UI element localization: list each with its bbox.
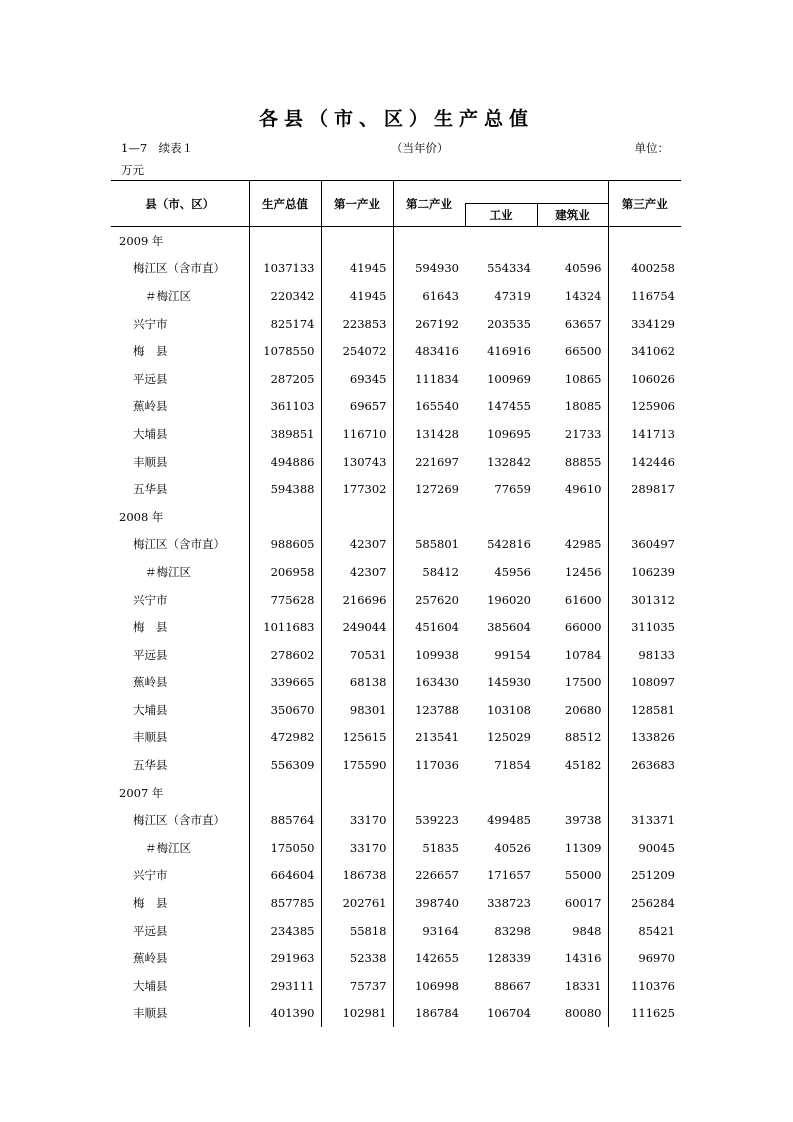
gdp-value: 1037133 [249, 255, 321, 283]
gdp-value: 594388 [249, 475, 321, 503]
table-row [111, 696, 681, 724]
gdp-value: 175050 [249, 834, 321, 862]
region-name: 兴宁市 [133, 868, 168, 883]
secondary-value: 117036 [393, 751, 465, 779]
empty-cell [321, 227, 393, 255]
construction-value: 18331 [564, 978, 602, 993]
header-secondary: 第二产业 [393, 181, 465, 227]
primary-value: 223853 [321, 310, 393, 338]
tertiary-value: 106026 [608, 365, 681, 393]
tertiary-value: 289817 [608, 475, 681, 503]
gdp-value: 350670 [249, 696, 321, 724]
industry-value: 71854 [494, 758, 531, 773]
tertiary-value: 141713 [608, 420, 681, 448]
unit-label: 单位： [634, 141, 669, 155]
secondary-value: 123788 [393, 696, 465, 724]
secondary-value: 221697 [393, 448, 465, 476]
tertiary-value: 360497 [608, 531, 681, 559]
secondary-value: 539223 [393, 806, 465, 834]
primary-value: 186738 [321, 862, 393, 890]
tertiary-value: 301312 [608, 586, 681, 614]
gdp-table [111, 180, 681, 1027]
construction-value: 88855 [564, 454, 602, 469]
table-row [111, 448, 681, 476]
year-row [111, 779, 681, 807]
industry-value: 542816 [487, 537, 531, 552]
primary-value: 177302 [321, 475, 393, 503]
secondary-value: 226657 [393, 862, 465, 890]
primary-value: 202761 [321, 889, 393, 917]
gdp-value: 401390 [249, 1000, 321, 1028]
table-row [111, 613, 681, 641]
gdp-value: 775628 [249, 586, 321, 614]
region-name: 梅 县 [133, 344, 168, 359]
industry-value: 147455 [487, 399, 531, 414]
tertiary-value: 110376 [608, 972, 681, 1000]
construction-value: 17500 [564, 675, 602, 690]
gdp-value: 389851 [249, 420, 321, 448]
construction-value: 14316 [564, 951, 602, 966]
primary-value: 42307 [321, 558, 393, 586]
industry-value: 385604 [487, 620, 531, 635]
year-row [111, 503, 681, 531]
construction-value: 10784 [564, 647, 602, 662]
region-name: 大埔县 [133, 426, 168, 441]
gdp-value: 885764 [249, 806, 321, 834]
region-name: 兴宁市 [133, 316, 168, 331]
secondary-value: 483416 [393, 337, 465, 365]
tertiary-value: 334129 [608, 310, 681, 338]
gdp-value: 287205 [249, 365, 321, 393]
tertiary-value: 256284 [608, 889, 681, 917]
secondary-value: 267192 [393, 310, 465, 338]
primary-value: 98301 [321, 696, 393, 724]
industry-value: 103108 [487, 702, 531, 717]
region-name: 梅 县 [133, 896, 168, 911]
gdp-value: 220342 [249, 282, 321, 310]
primary-value: 33170 [321, 806, 393, 834]
tertiary-value: 111625 [608, 1000, 681, 1028]
tertiary-value: 400258 [608, 255, 681, 283]
secondary-value: 585801 [393, 531, 465, 559]
primary-value: 41945 [321, 255, 393, 283]
primary-value: 52338 [321, 944, 393, 972]
tertiary-value: 90045 [608, 834, 681, 862]
construction-value: 42985 [564, 537, 602, 552]
empty-cell [537, 503, 608, 531]
table-row [111, 365, 681, 393]
primary-value: 130743 [321, 448, 393, 476]
construction-value: 88512 [564, 730, 602, 745]
primary-value: 75737 [321, 972, 393, 1000]
gdp-value: 339665 [249, 669, 321, 697]
table-row [111, 751, 681, 779]
primary-value: 254072 [321, 337, 393, 365]
secondary-value: 111834 [393, 365, 465, 393]
industry-value: 499485 [487, 813, 531, 828]
table-row [111, 917, 681, 945]
tertiary-value: 98133 [608, 641, 681, 669]
tertiary-value: 142446 [608, 448, 681, 476]
table-header [111, 181, 681, 227]
table-row [111, 586, 681, 614]
empty-cell [537, 779, 608, 807]
primary-value: 125615 [321, 724, 393, 752]
table-row [111, 972, 681, 1000]
primary-value: 41945 [321, 282, 393, 310]
industry-value: 203535 [487, 316, 531, 331]
industry-value: 99154 [494, 647, 531, 662]
region-name: 梅江区（含市直） [133, 537, 225, 552]
secondary-value: 131428 [393, 420, 465, 448]
industry-value: 40526 [494, 840, 531, 855]
table-row [111, 889, 681, 917]
empty-cell [393, 227, 465, 255]
primary-value: 69657 [321, 393, 393, 421]
table-row [111, 806, 681, 834]
gdp-value: 234385 [249, 917, 321, 945]
tertiary-value: 96970 [608, 944, 681, 972]
secondary-value: 594930 [393, 255, 465, 283]
gdp-value: 291963 [249, 944, 321, 972]
tertiary-value: 125906 [608, 393, 681, 421]
industry-value: 45956 [494, 564, 531, 579]
region-name: 丰顺县 [133, 730, 168, 745]
empty-cell [393, 503, 465, 531]
secondary-value: 398740 [393, 889, 465, 917]
year-label: 2008 年 [119, 509, 164, 524]
table-number: 1—7 续表１ [121, 141, 194, 155]
page-title: 各县（市、区）生产总值 [258, 108, 534, 130]
table-row [111, 862, 681, 890]
empty-cell [465, 779, 537, 807]
primary-value: 102981 [321, 1000, 393, 1028]
secondary-value: 58412 [393, 558, 465, 586]
construction-value: 66500 [564, 344, 602, 359]
region-name: 五华县 [133, 758, 168, 773]
construction-value: 20680 [564, 702, 602, 717]
table-row [111, 834, 681, 862]
secondary-value: 109938 [393, 641, 465, 669]
table-row [111, 310, 681, 338]
table-row [111, 255, 681, 283]
region-name: 梅江区（含市直） [133, 813, 225, 828]
industry-value: 171657 [487, 868, 531, 883]
construction-value: 45182 [564, 758, 602, 773]
secondary-value: 163430 [393, 669, 465, 697]
year-label: 2007 年 [119, 785, 164, 800]
construction-value: 63657 [564, 316, 602, 331]
industry-value: 100969 [487, 371, 531, 386]
region-name: 兴宁市 [133, 592, 168, 607]
header-region: 县（市、区） [111, 181, 249, 227]
gdp-value: 278602 [249, 641, 321, 669]
tertiary-value: 85421 [608, 917, 681, 945]
table-row [111, 669, 681, 697]
industry-value: 109695 [487, 426, 531, 441]
empty-cell [249, 779, 321, 807]
industry-value: 88667 [494, 978, 531, 993]
table-row [111, 420, 681, 448]
gdp-value: 1078550 [249, 337, 321, 365]
table-row [111, 944, 681, 972]
secondary-value: 61643 [393, 282, 465, 310]
primary-value: 55818 [321, 917, 393, 945]
region-name: 五华县 [133, 482, 168, 497]
tertiary-value: 128581 [608, 696, 681, 724]
secondary-value: 51835 [393, 834, 465, 862]
primary-value: 249044 [321, 613, 393, 641]
gdp-value: 556309 [249, 751, 321, 779]
construction-value: 9848 [572, 923, 602, 938]
primary-value: 70531 [321, 641, 393, 669]
year-label: 2009 年 [119, 233, 164, 248]
gdp-value: 472982 [249, 724, 321, 752]
industry-value: 77659 [494, 482, 531, 497]
primary-value: 175590 [321, 751, 393, 779]
empty-cell [465, 503, 537, 531]
gdp-value: 857785 [249, 889, 321, 917]
industry-value: 83298 [494, 923, 531, 938]
construction-value: 39738 [564, 813, 602, 828]
gdp-value: 361103 [249, 393, 321, 421]
industry-value: 338723 [487, 896, 531, 911]
empty-cell [608, 503, 681, 531]
header-secondary-blank-2 [537, 181, 608, 204]
primary-value: 69345 [321, 365, 393, 393]
construction-value: 10865 [564, 371, 602, 386]
industry-value: 132842 [487, 454, 531, 469]
unit-value: 万元 [121, 163, 144, 177]
construction-value: 40596 [564, 261, 602, 276]
construction-value: 14324 [564, 288, 602, 303]
empty-cell [608, 227, 681, 255]
empty-cell [249, 227, 321, 255]
secondary-value: 257620 [393, 586, 465, 614]
header-primary: 第一产业 [321, 181, 393, 227]
primary-value: 42307 [321, 531, 393, 559]
region-name: 蕉岭县 [133, 951, 168, 966]
tertiary-value: 313371 [608, 806, 681, 834]
empty-cell [537, 227, 608, 255]
empty-cell [393, 779, 465, 807]
tertiary-value: 341062 [608, 337, 681, 365]
gdp-value: 664604 [249, 862, 321, 890]
region-name: 平远县 [133, 371, 168, 386]
industry-value: 145930 [487, 675, 531, 690]
industry-value: 125029 [487, 730, 531, 745]
region-name: 蕉岭县 [133, 399, 168, 414]
table-row [111, 724, 681, 752]
secondary-value: 93164 [393, 917, 465, 945]
primary-value: 33170 [321, 834, 393, 862]
industry-value: 106704 [487, 1006, 531, 1021]
tertiary-value: 133826 [608, 724, 681, 752]
industry-value: 196020 [487, 592, 531, 607]
secondary-value: 142655 [393, 944, 465, 972]
tertiary-value: 311035 [608, 613, 681, 641]
construction-value: 66000 [564, 620, 602, 635]
region-name: ＃梅江区 [145, 840, 191, 855]
primary-value: 216696 [321, 586, 393, 614]
table-row [111, 1000, 681, 1028]
table-row [111, 337, 681, 365]
empty-cell [608, 779, 681, 807]
secondary-value: 106998 [393, 972, 465, 1000]
industry-value: 128339 [487, 951, 531, 966]
header-construction: 建筑业 [537, 204, 608, 227]
region-name: 蕉岭县 [133, 675, 168, 690]
gdp-value: 494886 [249, 448, 321, 476]
primary-value: 116710 [321, 420, 393, 448]
empty-cell [321, 503, 393, 531]
region-name: 大埔县 [133, 978, 168, 993]
tertiary-value: 108097 [608, 669, 681, 697]
table-row [111, 475, 681, 503]
region-name: ＃梅江区 [145, 564, 191, 579]
table-body [111, 227, 681, 1028]
region-name: ＃梅江区 [145, 288, 191, 303]
construction-value: 60017 [564, 896, 602, 911]
industry-value: 47319 [494, 288, 531, 303]
region-name: 梅江区（含市直） [133, 261, 225, 276]
primary-value: 68138 [321, 669, 393, 697]
region-name: 丰顺县 [133, 1006, 168, 1021]
secondary-value: 213541 [393, 724, 465, 752]
table-row [111, 393, 681, 421]
header-gdp: 生产总值 [249, 181, 321, 227]
region-name: 平远县 [133, 647, 168, 662]
gdp-value: 1011683 [249, 613, 321, 641]
construction-value: 55000 [564, 868, 602, 883]
empty-cell [321, 779, 393, 807]
construction-value: 80080 [564, 1006, 602, 1021]
construction-value: 49610 [564, 482, 602, 497]
empty-cell [465, 227, 537, 255]
region-name: 丰顺县 [133, 454, 168, 469]
table-row [111, 558, 681, 586]
secondary-value: 127269 [393, 475, 465, 503]
header-industry: 工业 [465, 204, 537, 227]
secondary-value: 186784 [393, 1000, 465, 1028]
table-meta [121, 140, 681, 158]
tertiary-value: 263683 [608, 751, 681, 779]
gdp-value: 988605 [249, 531, 321, 559]
tertiary-value: 116754 [608, 282, 681, 310]
industry-value: 554334 [487, 261, 531, 276]
region-name: 梅 县 [133, 620, 168, 635]
construction-value: 61600 [564, 592, 602, 607]
price-note: （当年价） [391, 141, 449, 155]
header-secondary-blank [465, 181, 537, 204]
region-name: 大埔县 [133, 702, 168, 717]
region-name: 平远县 [133, 923, 168, 938]
table-row [111, 641, 681, 669]
construction-value: 21733 [564, 426, 602, 441]
construction-value: 11309 [564, 840, 602, 855]
year-row [111, 227, 681, 255]
table-row [111, 282, 681, 310]
table-row [111, 531, 681, 559]
header-tertiary: 第三产业 [608, 181, 681, 227]
empty-cell [249, 503, 321, 531]
secondary-value: 451604 [393, 613, 465, 641]
gdp-value: 293111 [249, 972, 321, 1000]
tertiary-value: 251209 [608, 862, 681, 890]
industry-value: 416916 [487, 344, 531, 359]
secondary-value: 165540 [393, 393, 465, 421]
gdp-value: 825174 [249, 310, 321, 338]
gdp-value: 206958 [249, 558, 321, 586]
tertiary-value: 106239 [608, 558, 681, 586]
construction-value: 12456 [564, 564, 602, 579]
construction-value: 18085 [564, 399, 602, 414]
